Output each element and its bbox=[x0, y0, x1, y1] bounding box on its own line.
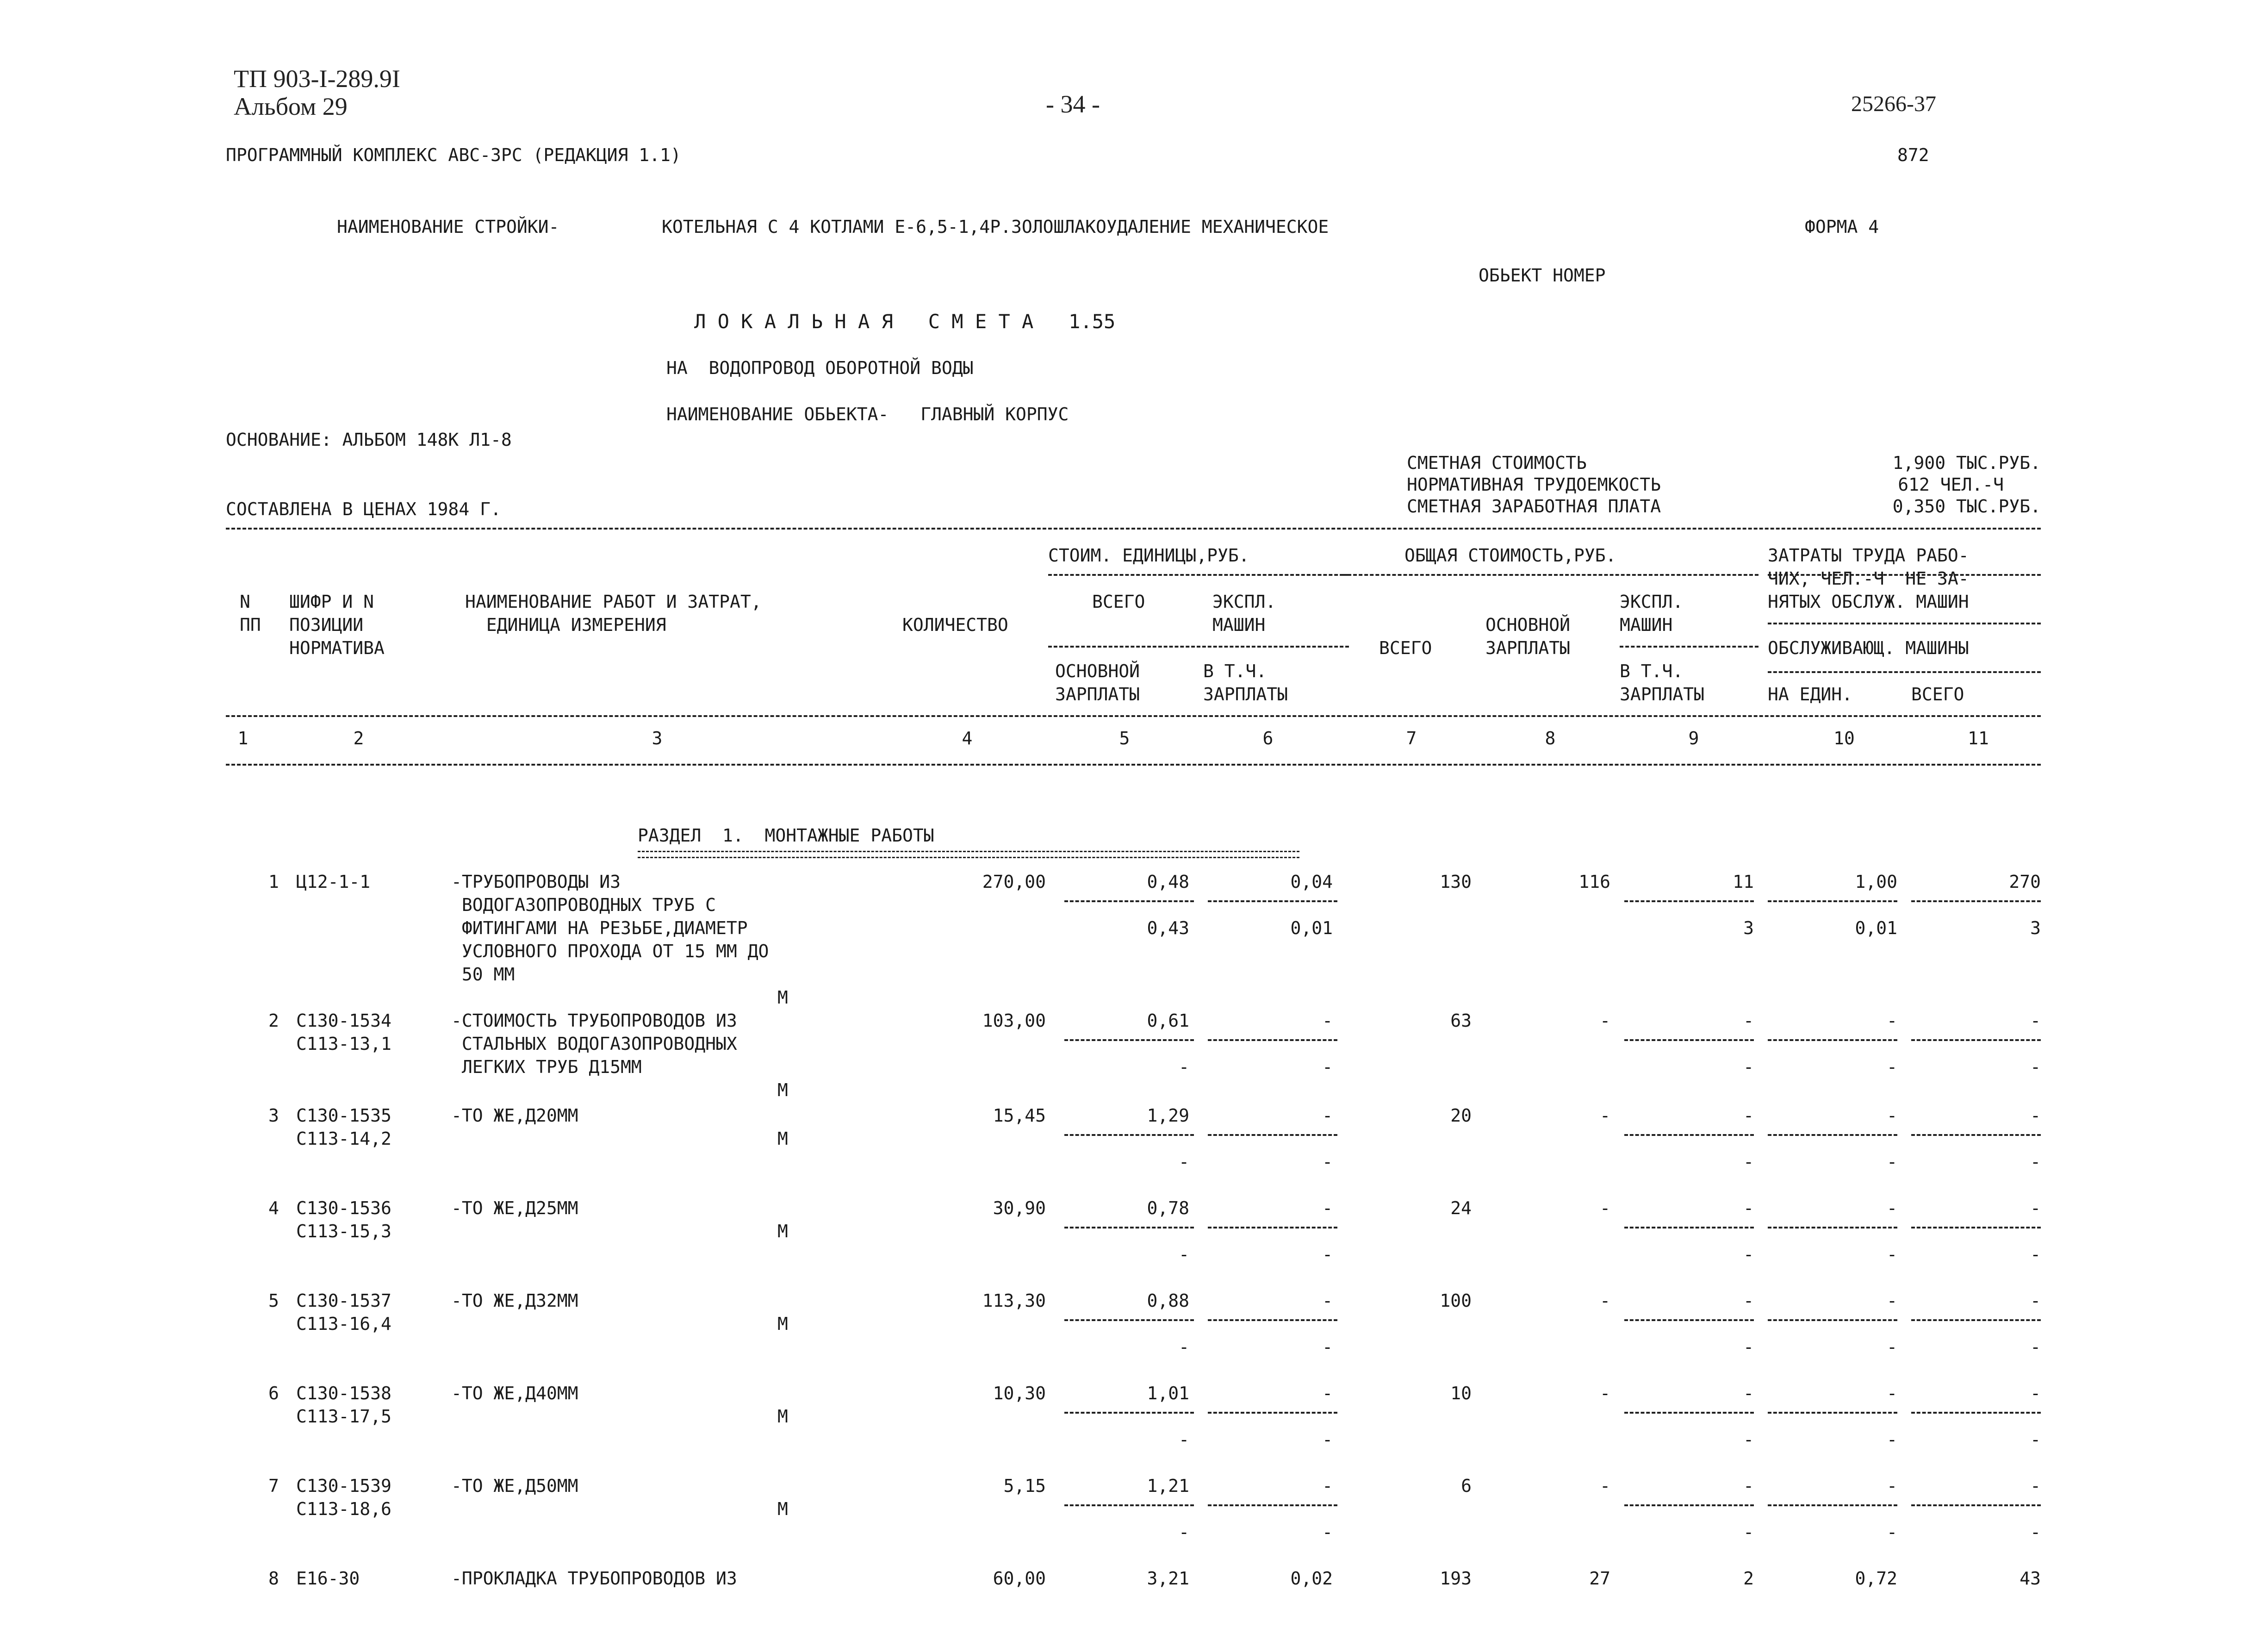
cell-rule bbox=[1768, 1412, 1897, 1414]
column-number: 2 bbox=[353, 728, 364, 748]
row-labor-per-unit-machines: - bbox=[1887, 1057, 1897, 1077]
row-labor-total-machines: - bbox=[2030, 1337, 2041, 1357]
cell-rule bbox=[1768, 1227, 1897, 1228]
row-unit-total: 0,78 bbox=[1147, 1198, 1189, 1218]
row-unit-incl-wage: - bbox=[1322, 1057, 1333, 1077]
row-name: -ТО ЖЕ,Д40ММ bbox=[451, 1383, 578, 1403]
header-rule bbox=[1768, 574, 2041, 576]
header-unit-incl-wage: В Т.Ч. ЗАРПЛАТЫ bbox=[1203, 661, 1288, 705]
row-unit: М bbox=[777, 1499, 788, 1519]
row-code-secondary: С113-18,6 bbox=[296, 1499, 391, 1519]
row-name: -ТО ЖЕ,Д32ММ bbox=[451, 1291, 578, 1311]
row-labor-total: - bbox=[2030, 1105, 2041, 1126]
row-labor-per-unit: - bbox=[1887, 1105, 1897, 1126]
row-number: 8 bbox=[268, 1568, 279, 1589]
header-code: ШИФР И N ПОЗИЦИИ НОРМАТИВА bbox=[289, 592, 385, 658]
header-rule bbox=[1768, 671, 2041, 673]
row-total-base-wage: - bbox=[1600, 1383, 1610, 1403]
row-name: -СТОИМОСТЬ ТРУБОПРОВОДОВ ИЗ СТАЛЬНЫХ ВОДОГАЗОПРОВОДНЫХ ЛЕГКИХ ТРУБ Д15ММ bbox=[451, 1010, 737, 1077]
header-rule bbox=[1768, 623, 2041, 624]
row-total-incl-wage: - bbox=[1743, 1244, 1754, 1265]
row-unit-total: 0,48 bbox=[1147, 872, 1189, 892]
summary-value: 612 ЧЕЛ.-Ч bbox=[1898, 474, 2004, 495]
cell-rule bbox=[1768, 1134, 1897, 1136]
row-total-machines: - bbox=[1743, 1198, 1754, 1218]
header-unit-total: ВСЕГО bbox=[1092, 592, 1145, 612]
row-name: -ПРОКЛАДКА ТРУБОПРОВОДОВ ИЗ bbox=[451, 1568, 737, 1589]
row-total-incl-wage: - bbox=[1743, 1057, 1754, 1077]
column-number: 9 bbox=[1688, 728, 1699, 748]
row-labor-total-machines: - bbox=[2030, 1429, 2041, 1450]
summary-label: СМЕТНАЯ ЗАРАБОТНАЯ ПЛАТА bbox=[1407, 496, 1661, 517]
row-labor-per-unit: - bbox=[1887, 1476, 1897, 1496]
column-number: 3 bbox=[652, 728, 663, 748]
row-unit-incl-wage: - bbox=[1322, 1522, 1333, 1542]
header-quantity: КОЛИЧЕСТВО bbox=[902, 615, 1008, 635]
row-total-base-wage: 27 bbox=[1589, 1568, 1610, 1589]
cell-rule bbox=[1768, 1319, 1897, 1321]
row-unit-incl-wage: 0,01 bbox=[1290, 918, 1333, 938]
cell-rule bbox=[1911, 1134, 2041, 1136]
row-code: С130-1538 bbox=[296, 1383, 391, 1403]
row-number: 1 bbox=[268, 872, 279, 892]
row-total-machines: 11 bbox=[1733, 872, 1754, 892]
row-code: Ц12-1-1 bbox=[296, 872, 371, 892]
row-labor-total: 270 bbox=[2009, 872, 2041, 892]
page-number: - 34 - bbox=[1046, 90, 1100, 118]
row-number: 6 bbox=[268, 1383, 279, 1403]
row-labor-total-machines: 3 bbox=[2030, 918, 2041, 938]
cell-rule bbox=[1064, 900, 1194, 902]
row-total: 130 bbox=[1440, 872, 1472, 892]
row-labor-total: - bbox=[2030, 1010, 2041, 1031]
column-number: 7 bbox=[1406, 728, 1417, 748]
cell-rule bbox=[1064, 1504, 1194, 1506]
summary-value: 0,350 ТЫС.РУБ. bbox=[1892, 496, 2041, 517]
row-total: 100 bbox=[1440, 1291, 1472, 1311]
header-total-cost: ОБЩАЯ СТОИМОСТЬ,РУБ. bbox=[1404, 545, 1616, 566]
header-rule bbox=[1342, 574, 1758, 576]
construction-label: НАИМЕНОВАНИЕ СТРОЙКИ- bbox=[337, 217, 559, 237]
row-unit-total: 3,21 bbox=[1147, 1568, 1189, 1589]
row-unit: М bbox=[777, 1314, 788, 1334]
row-code: С130-1535 bbox=[296, 1105, 391, 1126]
row-labor-per-unit-machines: - bbox=[1887, 1522, 1897, 1542]
row-total: 24 bbox=[1450, 1198, 1472, 1218]
cell-rule bbox=[1208, 1319, 1337, 1321]
document-code: ТП 903-I-289.9I bbox=[234, 65, 400, 93]
row-name: -ТО ЖЕ,Д50ММ bbox=[451, 1476, 578, 1496]
cell-rule bbox=[1911, 1227, 2041, 1228]
row-unit-machines: - bbox=[1322, 1010, 1333, 1031]
row-unit-machines: - bbox=[1322, 1383, 1333, 1403]
row-total-incl-wage: - bbox=[1743, 1429, 1754, 1450]
row-unit-total: 0,61 bbox=[1147, 1010, 1189, 1031]
cell-rule bbox=[1768, 1504, 1897, 1506]
row-quantity: 270,00 bbox=[982, 872, 1046, 892]
row-number: 2 bbox=[268, 1010, 279, 1031]
cell-rule bbox=[1911, 1412, 2041, 1414]
row-code: С130-1539 bbox=[296, 1476, 391, 1496]
header-rule bbox=[1048, 646, 1349, 648]
header-unit-base-wage: ОСНОВНОЙ ЗАРПЛАТЫ bbox=[1055, 661, 1140, 705]
row-total-base-wage: 116 bbox=[1578, 872, 1610, 892]
row-unit-machines: 0,04 bbox=[1290, 872, 1333, 892]
row-unit-machines: - bbox=[1322, 1476, 1333, 1496]
row-unit-total: 1,01 bbox=[1147, 1383, 1189, 1403]
row-labor-total-machines: - bbox=[2030, 1244, 2041, 1265]
row-quantity: 5,15 bbox=[1003, 1476, 1046, 1496]
summary-value: 1,900 ТЫС.РУБ. bbox=[1892, 453, 2041, 473]
header-unit-cost: СТОИМ. ЕДИНИЦЫ,РУБ. bbox=[1048, 545, 1249, 566]
header-bottom-rule bbox=[226, 715, 2041, 717]
cell-rule bbox=[1911, 900, 2041, 902]
cell-rule bbox=[1911, 1039, 2041, 1041]
column-number: 8 bbox=[1545, 728, 1556, 748]
cell-rule bbox=[1064, 1227, 1194, 1228]
header-labor-all: ВСЕГО bbox=[1911, 684, 1964, 705]
cell-rule bbox=[1208, 1134, 1337, 1136]
row-unit-base-wage: - bbox=[1179, 1152, 1189, 1172]
object-number: ОБЬЕКТ НОМЕР bbox=[1479, 265, 1606, 286]
row-unit-incl-wage: - bbox=[1322, 1244, 1333, 1265]
header-total-incl-wage: В Т.Ч. ЗАРПЛАТЫ bbox=[1620, 661, 1705, 705]
row-code-secondary: С113-17,5 bbox=[296, 1406, 391, 1427]
row-total-incl-wage: - bbox=[1743, 1152, 1754, 1172]
row-total-machines: - bbox=[1743, 1010, 1754, 1031]
summary-label: СМЕТНАЯ СТОИМОСТЬ bbox=[1407, 453, 1587, 473]
cell-rule bbox=[1624, 1039, 1754, 1041]
cell-rule bbox=[1064, 1319, 1194, 1321]
cell-rule bbox=[1208, 1504, 1337, 1506]
cell-rule bbox=[1624, 1319, 1754, 1321]
row-labor-per-unit: - bbox=[1887, 1291, 1897, 1311]
row-labor-per-unit-machines: - bbox=[1887, 1429, 1897, 1450]
row-labor-per-unit: - bbox=[1887, 1010, 1897, 1031]
row-code: С130-1536 bbox=[296, 1198, 391, 1218]
row-number: 5 bbox=[268, 1291, 279, 1311]
cell-rule bbox=[1911, 1319, 2041, 1321]
row-labor-total: - bbox=[2030, 1476, 2041, 1496]
cell-rule bbox=[1911, 1504, 2041, 1506]
header-rule bbox=[1048, 574, 1349, 576]
row-name: -ТРУБОПРОВОДЫ ИЗ ВОДОГАЗОПРОВОДНЫХ ТРУБ С ФИТИНГАМИ НА РЕЗЬБЕ,ДИАМЕТР УСЛОВНОГО ПРОХОДА ОТ 15 ММ ДО 50 ММ bbox=[451, 872, 769, 985]
row-total: 193 bbox=[1440, 1568, 1472, 1589]
cell-rule bbox=[1064, 1134, 1194, 1136]
document-number: 25266-37 bbox=[1851, 92, 1936, 116]
row-labor-total: 43 bbox=[2019, 1568, 2041, 1589]
column-number: 11 bbox=[1968, 728, 1989, 748]
row-labor-total: - bbox=[2030, 1198, 2041, 1218]
row-quantity: 30,90 bbox=[993, 1198, 1046, 1218]
row-unit-incl-wage: - bbox=[1322, 1429, 1333, 1450]
row-total-machines: - bbox=[1743, 1291, 1754, 1311]
column-number: 1 bbox=[237, 728, 249, 748]
cell-rule bbox=[1064, 1412, 1194, 1414]
row-unit-machines: 0,02 bbox=[1290, 1568, 1333, 1589]
row-unit-base-wage: - bbox=[1179, 1244, 1189, 1265]
row-labor-total-machines: - bbox=[2030, 1057, 2041, 1077]
header-labor: ЗАТРАТЫ ТРУДА РАБО- ЧИХ, ЧЕЛ.-Ч НЕ ЗА- НЯТЫХ ОБСЛУЖ. МАШИН bbox=[1768, 545, 1969, 612]
cell-rule bbox=[1624, 900, 1754, 902]
cell-rule bbox=[1208, 1412, 1337, 1414]
row-code-secondary: С113-14,2 bbox=[296, 1129, 391, 1149]
row-code: Е16-30 bbox=[296, 1568, 360, 1589]
row-number: 4 bbox=[268, 1198, 279, 1218]
row-unit: М bbox=[777, 1080, 788, 1100]
document-subtitle: НА ВОДОПРОВОД ОБОРОТНОЙ ВОДЫ bbox=[666, 358, 974, 378]
row-code: С130-1537 bbox=[296, 1291, 391, 1311]
row-unit-base-wage: - bbox=[1179, 1522, 1189, 1542]
row-total-base-wage: - bbox=[1600, 1291, 1610, 1311]
table-top-rule bbox=[226, 528, 2041, 530]
row-labor-total-machines: - bbox=[2030, 1152, 2041, 1172]
row-labor-per-unit-machines: - bbox=[1887, 1152, 1897, 1172]
row-unit-machines: - bbox=[1322, 1198, 1333, 1218]
section-title: РАЗДЕЛ 1. МОНТАЖНЫЕ РАБОТЫ bbox=[638, 825, 934, 846]
row-code-secondary: С113-16,4 bbox=[296, 1314, 391, 1334]
row-labor-total: - bbox=[2030, 1383, 2041, 1403]
row-unit: М bbox=[777, 1221, 788, 1241]
column-number: 5 bbox=[1119, 728, 1130, 748]
header-name: НАИМЕНОВАНИЕ РАБОТ И ЗАТРАТ, ЕДИНИЦА ИЗМЕРЕНИЯ bbox=[465, 592, 762, 635]
row-quantity: 113,30 bbox=[982, 1291, 1046, 1311]
header-unit-machines: ЭКСПЛ. МАШИН bbox=[1212, 592, 1276, 635]
album-label: Альбом 29 bbox=[234, 93, 348, 120]
row-unit-machines: - bbox=[1322, 1291, 1333, 1311]
row-total-base-wage: - bbox=[1600, 1476, 1610, 1496]
row-unit-total: 1,29 bbox=[1147, 1105, 1189, 1126]
row-total-machines: - bbox=[1743, 1383, 1754, 1403]
row-unit-incl-wage: - bbox=[1322, 1337, 1333, 1357]
cell-rule bbox=[1624, 1227, 1754, 1228]
row-labor-per-unit: - bbox=[1887, 1383, 1897, 1403]
row-total: 10 bbox=[1450, 1383, 1472, 1403]
cell-rule bbox=[1208, 1227, 1337, 1228]
column-number: 10 bbox=[1833, 728, 1855, 748]
row-total: 6 bbox=[1461, 1476, 1472, 1496]
row-total-machines: - bbox=[1743, 1476, 1754, 1496]
summary-label: НОРМАТИВНАЯ ТРУДОЕМКОСТЬ bbox=[1407, 474, 1661, 495]
row-unit: М bbox=[777, 1406, 788, 1427]
row-unit-total: 1,21 bbox=[1147, 1476, 1189, 1496]
row-labor-per-unit: 1,00 bbox=[1855, 872, 1897, 892]
row-labor-per-unit: - bbox=[1887, 1198, 1897, 1218]
row-total-base-wage: - bbox=[1600, 1105, 1610, 1126]
cell-rule bbox=[1208, 900, 1337, 902]
row-labor-per-unit: 0,72 bbox=[1855, 1568, 1897, 1589]
cell-rule bbox=[1624, 1504, 1754, 1506]
column-number: 4 bbox=[962, 728, 973, 748]
basis: ОСНОВАНИЕ: АЛЬБОМ 148К Л1-8 bbox=[226, 430, 512, 450]
column-numbers-rule bbox=[226, 764, 2041, 766]
row-unit-base-wage: 0,43 bbox=[1147, 918, 1189, 938]
row-quantity: 60,00 bbox=[993, 1568, 1046, 1589]
row-number: 3 bbox=[268, 1105, 279, 1126]
row-unit-base-wage: - bbox=[1179, 1429, 1189, 1450]
row-labor-per-unit-machines: - bbox=[1887, 1244, 1897, 1265]
cell-rule bbox=[1768, 1039, 1897, 1041]
row-unit: М bbox=[777, 987, 788, 1008]
cell-rule bbox=[1624, 1134, 1754, 1136]
sheet-number: 872 bbox=[1897, 145, 1929, 165]
header-rule bbox=[1620, 646, 1758, 648]
row-unit-total: 0,88 bbox=[1147, 1291, 1189, 1311]
row-name: -ТО ЖЕ,Д20ММ bbox=[451, 1105, 578, 1126]
row-number: 7 bbox=[268, 1476, 279, 1496]
row-unit-incl-wage: - bbox=[1322, 1152, 1333, 1172]
column-number: 6 bbox=[1262, 728, 1274, 748]
row-unit-base-wage: - bbox=[1179, 1057, 1189, 1077]
row-labor-total-machines: - bbox=[2030, 1522, 2041, 1542]
section-underline bbox=[638, 851, 1299, 858]
header-per-unit: НА ЕДИН. bbox=[1768, 684, 1853, 705]
software-complex: ПРОГРАММНЫЙ КОМПЛЕКС АВС-3РС (РЕДАКЦИЯ 1.1) bbox=[226, 145, 681, 165]
cell-rule bbox=[1064, 1039, 1194, 1041]
row-total-incl-wage: - bbox=[1743, 1522, 1754, 1542]
row-total: 63 bbox=[1450, 1010, 1472, 1031]
row-quantity: 103,00 bbox=[982, 1010, 1046, 1031]
form-label: ФОРМА 4 bbox=[1805, 217, 1879, 237]
row-unit: М bbox=[777, 1129, 788, 1149]
row-quantity: 10,30 bbox=[993, 1383, 1046, 1403]
cell-rule bbox=[1208, 1039, 1337, 1041]
row-total: 20 bbox=[1450, 1105, 1472, 1126]
row-total-base-wage: - bbox=[1600, 1198, 1610, 1218]
row-name: -ТО ЖЕ,Д25ММ bbox=[451, 1198, 578, 1218]
header-total-all: ВСЕГО bbox=[1379, 638, 1432, 658]
price-basis: СОСТАВЛЕНА В ЦЕНАХ 1984 Г. bbox=[226, 499, 501, 519]
cell-rule bbox=[1768, 900, 1897, 902]
row-code-secondary: С113-13,1 bbox=[296, 1034, 391, 1054]
row-total-incl-wage: - bbox=[1743, 1337, 1754, 1357]
header-number: N ПП bbox=[240, 592, 261, 635]
construction-value: КОТЕЛЬНАЯ С 4 КОТЛАМИ Е-6,5-1,4Р.ЗОЛОШЛАКОУДАЛЕНИЕ МЕХАНИЧЕСКОЕ bbox=[662, 217, 1329, 237]
row-unit-machines: - bbox=[1322, 1105, 1333, 1126]
row-code-secondary: С113-15,3 bbox=[296, 1221, 391, 1241]
row-labor-total: - bbox=[2030, 1291, 2041, 1311]
document-title: Л О К А Л Ь Н А Я С М Е Т А 1.55 bbox=[694, 310, 1116, 333]
row-total-machines: - bbox=[1743, 1105, 1754, 1126]
row-code: С130-1534 bbox=[296, 1010, 391, 1031]
row-unit-base-wage: - bbox=[1179, 1337, 1189, 1357]
header-total-machines: ЭКСПЛ. МАШИН bbox=[1620, 592, 1684, 635]
cell-rule bbox=[1624, 1412, 1754, 1414]
object-name: НАИМЕНОВАНИЕ ОБЬЕКТА- ГЛАВНЫЙ КОРПУС bbox=[666, 404, 1069, 424]
header-total-base-wage: ОСНОВНОЙ ЗАРПЛАТЫ bbox=[1485, 615, 1571, 658]
header-labor-service: ОБСЛУЖИВАЮЩ. МАШИНЫ bbox=[1768, 638, 1969, 658]
row-labor-per-unit-machines: - bbox=[1887, 1337, 1897, 1357]
row-labor-per-unit-machines: 0,01 bbox=[1855, 918, 1897, 938]
row-quantity: 15,45 bbox=[993, 1105, 1046, 1126]
row-total-base-wage: - bbox=[1600, 1010, 1610, 1031]
row-total-incl-wage: 3 bbox=[1743, 918, 1754, 938]
row-total-machines: 2 bbox=[1743, 1568, 1754, 1589]
